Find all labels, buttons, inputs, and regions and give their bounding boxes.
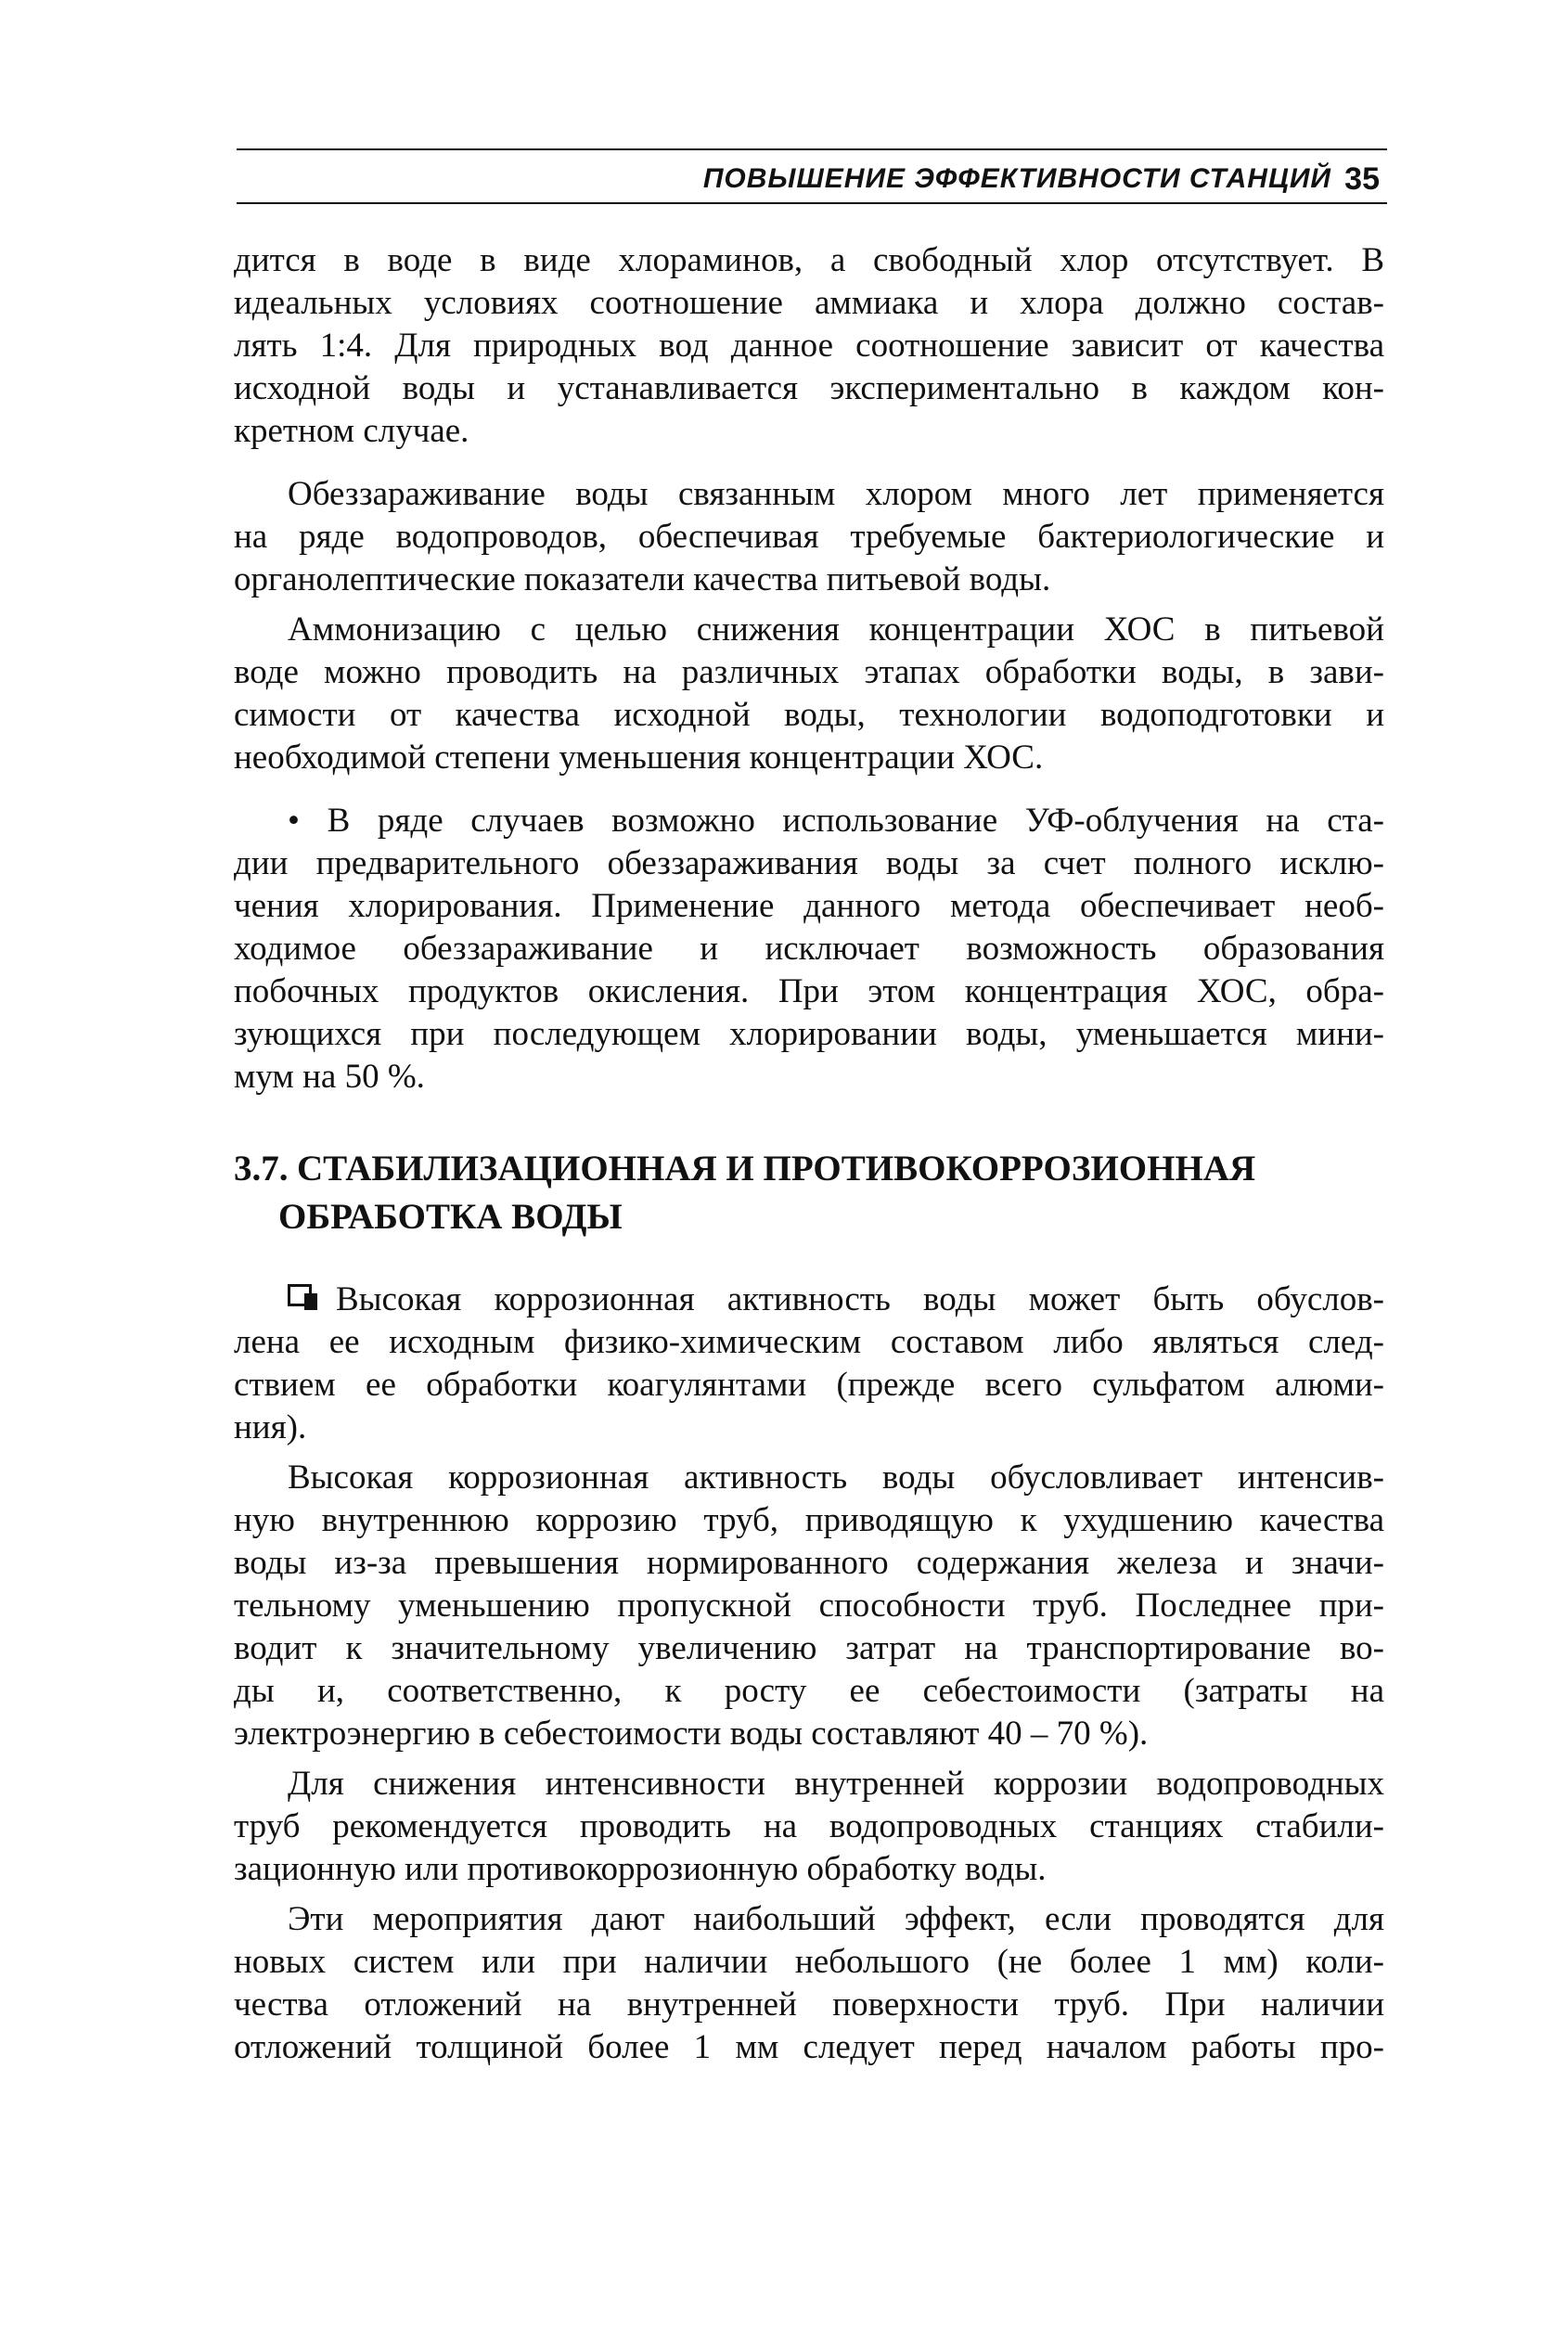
page-number: 35 [1344,161,1380,197]
text-line [234,1279,1384,1321]
text-line: тельному уменьшению пропускной способности труб. Последнее при- [234,1587,1384,1625]
text-line-content: Высокая коррозионная активность воды может быть обуслов- [336,1280,1384,1318]
text-line: новых систем или при наличии небольшого (не более 1 мм) коли- [234,1943,1384,1981]
section-title-line-2: ОБРАБОТКА ВОДЫ [278,1197,623,1237]
paragraph [234,609,1384,779]
text-line: • В ряде случаев возможно использование УФ-облучения на ста- [288,802,1384,840]
text-line: водит к значительному увеличению затрат на транспортирование во- [234,1629,1384,1667]
checkbox-marker-icon [288,1284,323,1312]
text-line: исходной воды и устанавливается экспериментально в каждом кон- [234,369,1384,407]
paragraph [234,1898,1384,2069]
text-line: воды из-за превышения нормированного содержания железа и значи- [234,1544,1384,1582]
text-line: электроэнергию в себестоимости воды составляют 40 – 70 %). [234,1715,1149,1753]
page-body [234,239,1384,2069]
paragraph [234,473,1384,601]
text-line: мум на 50 %. [234,1058,425,1096]
text-line: дится в воде в виде хлораминов, а свободный хлор отсутствует. В [234,241,1384,279]
text-line: ную внутреннюю коррозию труб, приводящую к ухудшению качества [234,1501,1384,1539]
text-line: ходимое обеззараживание и исключает возможность образования [234,930,1384,968]
text-line: дии предварительного обеззараживания воды за счет полного исклю- [234,844,1384,882]
paragraph [234,1457,1384,1755]
running-head-title: ПОВЫШЕНИЕ ЭФФЕКТИВНОСТИ СТАНЦИЙ [702,163,1331,194]
text-line: симости от качества исходной воды, технологии водоподготовки и [234,696,1384,734]
text-line: побочных продуктов окисления. При этом концентрация ХОС, обра- [234,972,1384,1010]
text-line: на ряде водопроводов, обеспечивая требуемые бактериологические и [234,518,1384,556]
text-line: зующихся при последующем хлорировании воды, уменьшается мини- [234,1015,1384,1053]
text-line: Аммонизацию с целью снижения концентрации ХОС в питьевой [288,610,1384,649]
text-line: чения хлорирования. Применение данного метода обеспечивает необ- [234,887,1384,925]
running-header [237,148,1387,204]
text-line: воде можно проводить на различных этапах обработки воды, в зави- [234,653,1384,691]
text-line: чества отложений на внутренней поверхности труб. При наличии [234,1985,1384,2024]
paragraph [234,1279,1384,1449]
section-number: 3.7. [234,1149,289,1189]
text-line: зационную или противокоррозионную обработку воды. [234,1850,1047,1888]
text-line: необходимой степени уменьшения концентрации ХОС. [234,739,1044,777]
text-line: кретном случае. [234,412,469,450]
text-line: идеальных условиях соотношение аммиака и хлора должно состав- [234,284,1384,322]
text-line: лять 1:4. Для природных вод данное соотношение зависит от качества [234,327,1384,365]
paragraph [234,239,1384,453]
text-line: ствием ее обработки коагулянтами (прежде всего сульфатом алюми- [234,1366,1384,1404]
text-line: отложений толщиной более 1 мм следует перед началом работы про- [234,2028,1384,2066]
text-line: Высокая коррозионная активность воды обусловливает интенсив- [288,1459,1384,1497]
text-line: труб рекомендуется проводить на водопроводных станциях стабили- [234,1807,1384,1845]
text-line: ния). [234,1408,307,1446]
text-line: ды и, соответственно, к росту ее себестоимости (затраты на [234,1672,1384,1710]
text-line: Для снижения интенсивности внутренней коррозии водопроводных [288,1765,1384,1803]
text-line: органолептические показатели качества питьевой воды. [234,560,1051,598]
text-line: лена ее исходным физико-химическим составом либо являться след- [234,1323,1384,1361]
section-heading [234,1145,1384,1241]
paragraph [234,1763,1384,1891]
text-line: Эти мероприятия дают наибольший эффект, если проводятся для [288,1900,1384,1938]
bullet-paragraph [234,800,1384,1099]
section-title-line-1: СТАБИЛИЗАЦИОННАЯ И ПРОТИВОКОРРОЗИОННАЯ [297,1149,1256,1189]
text-line: Обеззараживание воды связанным хлором много лет применяется [288,475,1384,513]
